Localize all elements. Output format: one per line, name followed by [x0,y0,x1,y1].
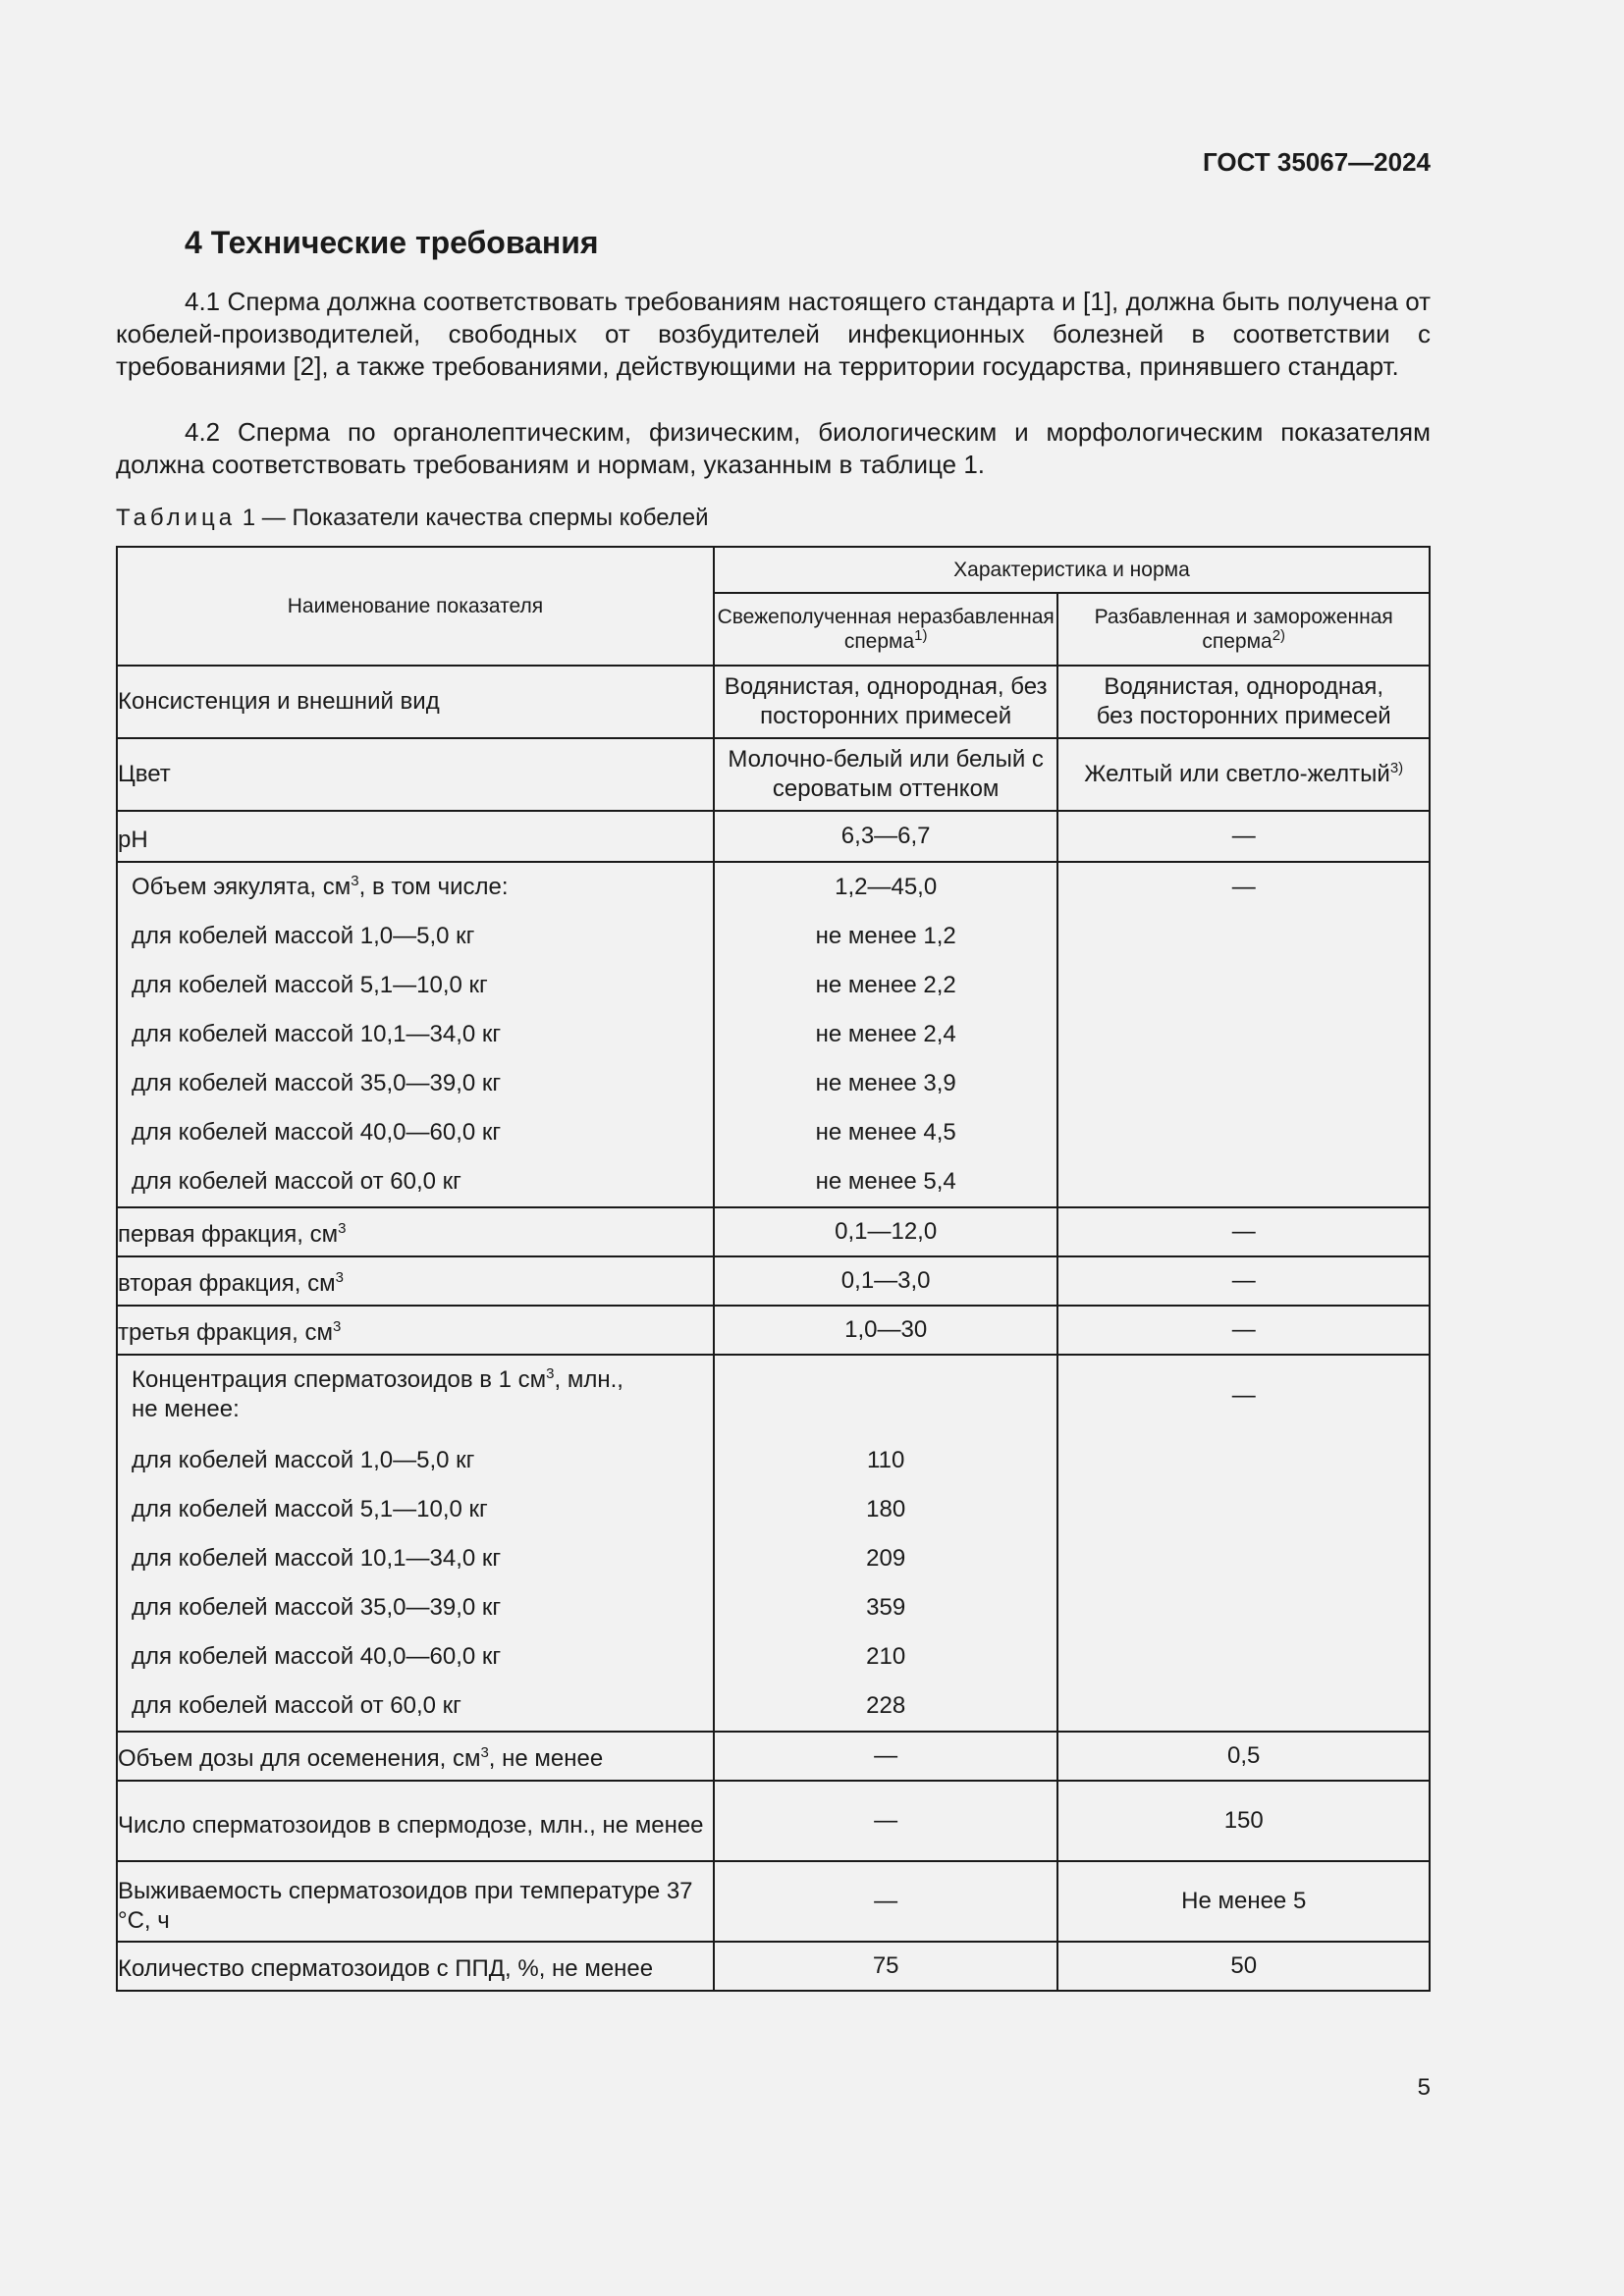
row-value-fresh: 75 [714,1942,1058,1991]
row-value-fresh: Водянистая, однородная, без посторонних примесей [714,666,1058,738]
sub-row-value: 209 [866,1545,906,1572]
table-header-row [117,547,1430,593]
row-value-diluted: — [1057,1306,1430,1355]
row-name: Количество сперматозоидов с ППД, %, не менее [117,1942,714,1991]
row-name: Концентрация сперматозоидов в 1 $см^3$, млн., не менее: [132,1365,623,1422]
quality-table [116,546,1431,1992]
row-name: pH [117,811,714,862]
row-values-diluted [1057,862,1430,1207]
table-row-concentration [117,1355,1430,1732]
row-value-fresh: — [714,1732,1058,1781]
paragraph-4-2: 4.2 Сперма по органолептическим, физическим, биологическим и морфологическим показателям должна соответствовать требованиям и нормам, указанным в таблице 1. [116,417,1431,479]
sub-row-value: не менее 2,4 [815,1021,956,1047]
sub-row-name: для кобелей массой 10,1—34,0 кг [132,1545,502,1572]
row-value-diluted: Водянистая, однородная, без посторонних примесей [1057,666,1430,738]
sub-row-name: для кобелей массой 5,1—10,0 кг [132,972,488,998]
sub-row-name: для кобелей массой 40,0—60,0 кг [132,1643,502,1670]
row-name: Объем дозы для осеменения, $см^3$, не менее [117,1732,714,1781]
sub-row-value: не менее 5,4 [815,1168,956,1195]
row-value-diluted: 50 [1057,1942,1430,1991]
table-row [117,1942,1430,1991]
row-value-fresh: 6,3—6,7 [714,811,1058,862]
sub-row-value: 210 [866,1643,906,1670]
sub-row-value: не менее 1,2 [815,923,956,949]
standard-code: ГОСТ 35067—2024 [1203,147,1431,177]
row-name: Объем эякулята, $см^3$, в том числе: [132,873,509,900]
sub-row-name: для кобелей массой 10,1—34,0 кг [132,1021,502,1047]
row-value-diluted: — [1231,1382,1256,1409]
sub-row-value: 359 [866,1594,906,1621]
row-name: Число сперматозоидов в спермодозе, млн., не менее [117,1781,714,1861]
row-name: Выживаемость сперматозоидов при температуре 37 °С, ч [117,1861,714,1942]
sub-row-name: для кобелей массой 1,0—5,0 кг [132,923,475,949]
sub-row-name: для кобелей массой от 60,0 кг [132,1168,461,1195]
header-group: Характеристика и норма [714,547,1430,593]
sub-row-value: не менее 2,2 [815,972,956,998]
table-row-volume [117,862,1430,1207]
sub-row-value: 228 [866,1692,906,1719]
sub-row-value: не менее 3,9 [815,1070,956,1096]
section-title: 4 Технические требования [185,225,599,260]
row-name: Консистенция и внешний вид [117,666,714,738]
row-value-fresh: — [714,1861,1058,1942]
row-values-fresh [714,862,1058,1207]
row-values-diluted [1057,1355,1430,1732]
row-value-fresh: 1,2—45,0 [835,874,938,900]
table-row [117,1306,1430,1355]
table-caption [116,505,709,532]
table-row [117,666,1430,738]
row-value-diluted: Желтый или светло-желтый$^{3)}$ [1057,738,1430,811]
table-row [117,1207,1430,1256]
row-value-fresh: — [714,1781,1058,1861]
sub-row-name: для кобелей массой 5,1—10,0 кг [132,1496,488,1522]
row-value-diluted: 0,5 [1057,1732,1430,1781]
table-row [117,1256,1430,1306]
row-value-diluted: — [1057,1256,1430,1306]
row-value-fresh: Молочно-белый или белый с сероватым оттенком [714,738,1058,811]
row-value-diluted: — [1057,811,1430,862]
row-name-group [117,862,714,1207]
header-diluted: Разбавленная и замороженная сперма$^{2)}$ [1057,593,1430,666]
table-row [117,738,1430,811]
sub-row-value: не менее 4,5 [815,1119,956,1146]
row-name: вторая фракция, $см^3$ [117,1256,714,1306]
row-value-fresh: 1,0—30 [714,1306,1058,1355]
sub-row-name: для кобелей массой от 60,0 кг [132,1692,461,1719]
row-value-diluted: 150 [1057,1781,1430,1861]
row-name: третья фракция, $см^3$ [117,1306,714,1355]
sub-row-name: для кобелей массой 1,0—5,0 кг [132,1447,475,1473]
header-name: Наименование показателя [117,547,714,666]
sub-row-name: для кобелей массой 35,0—39,0 кг [132,1070,502,1096]
row-value-diluted: — [1231,874,1256,900]
sub-row-value: 180 [866,1496,906,1522]
table-row [117,1861,1430,1942]
row-values-fresh [714,1355,1058,1732]
sub-row-value: 110 [867,1447,905,1473]
table-caption-label: Таблица [116,505,237,531]
table-row [117,1732,1430,1781]
row-value-diluted: Не менее 5 [1057,1861,1430,1942]
header-fresh: Свежеполученная неразбавленная сперма$^{1)}$ [714,593,1058,666]
sub-row-name: для кобелей массой 40,0—60,0 кг [132,1119,502,1146]
table-row [117,1781,1430,1861]
row-value-fresh: 0,1—3,0 [714,1256,1058,1306]
row-name: первая фракция, $см^3$ [117,1207,714,1256]
paragraph-4-1: 4.1 Сперма должна соответствовать требованиям настоящего стандарта и [1], должна быть получена от кобелей-производителей, свободных от возбудителей инфекционных болезней в соответствии с требованиями [2], а также требованиями, действующими на территории государства, принявшего стандарт. [116,287,1431,381]
table-row [117,811,1430,862]
row-name-group [117,1355,714,1732]
row-value-fresh: 0,1—12,0 [714,1207,1058,1256]
sub-row-name: для кобелей массой 35,0—39,0 кг [132,1594,502,1621]
table-caption-text: 1 — Показатели качества спермы кобелей [242,505,709,531]
page-number: 5 [1417,2074,1431,2101]
row-name: Цвет [117,738,714,811]
row-value-diluted: — [1057,1207,1430,1256]
